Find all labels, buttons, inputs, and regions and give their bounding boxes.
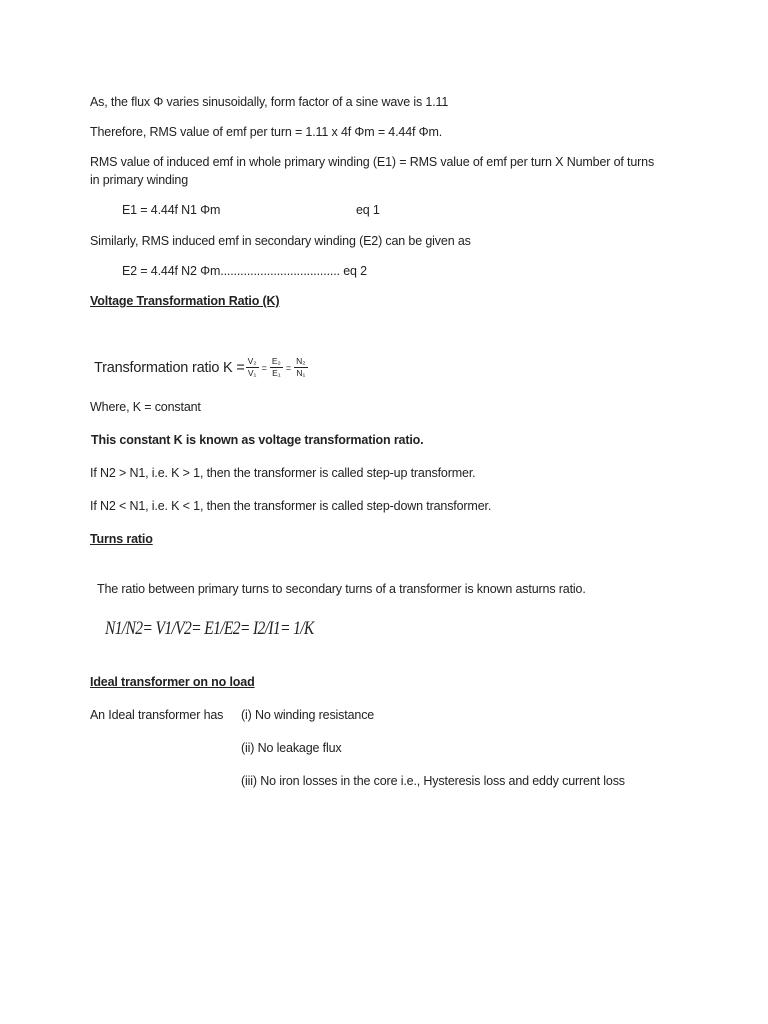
rms-whole-winding-text-1: RMS value of induced emf in whole primary winding (E1) = RMS value of emf per turn X Number of turns	[90, 155, 655, 169]
fraction-n-denominator: N₁	[296, 368, 306, 378]
ideal-item-i: (i) No winding resistance	[241, 708, 375, 722]
e1-formula: E1 = 4.44f N1 Φm	[122, 203, 221, 217]
fraction-e-numerator: E₂	[271, 356, 281, 366]
similarly-text: Similarly, RMS induced emf in secondary winding (E2) can be given as	[90, 234, 471, 248]
heading-voltage-transformation-ratio: Voltage Transformation Ratio (K)	[90, 294, 280, 308]
fraction-v-denominator: V₁	[247, 368, 257, 378]
ideal-transformer-intro: An Ideal transformer has	[90, 708, 224, 722]
k-known-text: This constant K is known as voltage transformation ratio.	[91, 433, 424, 447]
ideal-item-iii: (iii) No iron losses in the core i.e., Hysteresis loss and eddy current loss	[241, 774, 625, 788]
fraction-e-denominator: E₁	[272, 368, 281, 378]
heading-ideal-transformer-no-load: Ideal transformer on no load	[90, 675, 255, 689]
turns-ratio-formula: N1/N2= V1/V2= E1/E2= I2/I1= 1/K	[105, 618, 314, 639]
fraction-n-numerator: N₂	[296, 356, 306, 366]
fraction-v	[246, 357, 259, 378]
where-k-text: Where, K = constant	[90, 400, 201, 414]
eq1-label: eq 1	[356, 203, 380, 217]
equals-sign-1: =	[261, 362, 267, 373]
rms-per-turn-text: Therefore, RMS value of emf per turn = 1.11 x 4f Φm = 4.44f Φm.	[90, 125, 443, 139]
formula-label: Transformation ratio K =	[94, 359, 245, 376]
fraction-v-numerator: V₂	[247, 356, 257, 366]
flux-intro-text: As, the flux Φ varies sinusoidally, form factor of a sine wave is 1.11	[90, 95, 449, 109]
turns-ratio-text: The ratio between primary turns to secondary turns of a transformer is known asturns ratio.	[97, 582, 586, 596]
ideal-item-ii: (ii) No leakage flux	[241, 741, 342, 755]
step-down-text: If N2 < N1, i.e. K < 1, then the transformer is called step-down transformer.	[90, 499, 492, 513]
step-up-text: If N2 > N1, i.e. K > 1, then the transformer is called step-up transformer.	[90, 466, 476, 480]
e2-formula: E2 = 4.44f N2 Φm.................................... eq 2	[122, 264, 367, 278]
rms-whole-winding-text-2: in primary winding	[90, 173, 189, 187]
heading-turns-ratio: Turns ratio	[90, 532, 153, 546]
equals-sign-2: =	[285, 362, 292, 373]
fraction-n	[294, 357, 307, 378]
transformation-ratio-formula	[94, 357, 309, 378]
fraction-e	[270, 357, 283, 378]
